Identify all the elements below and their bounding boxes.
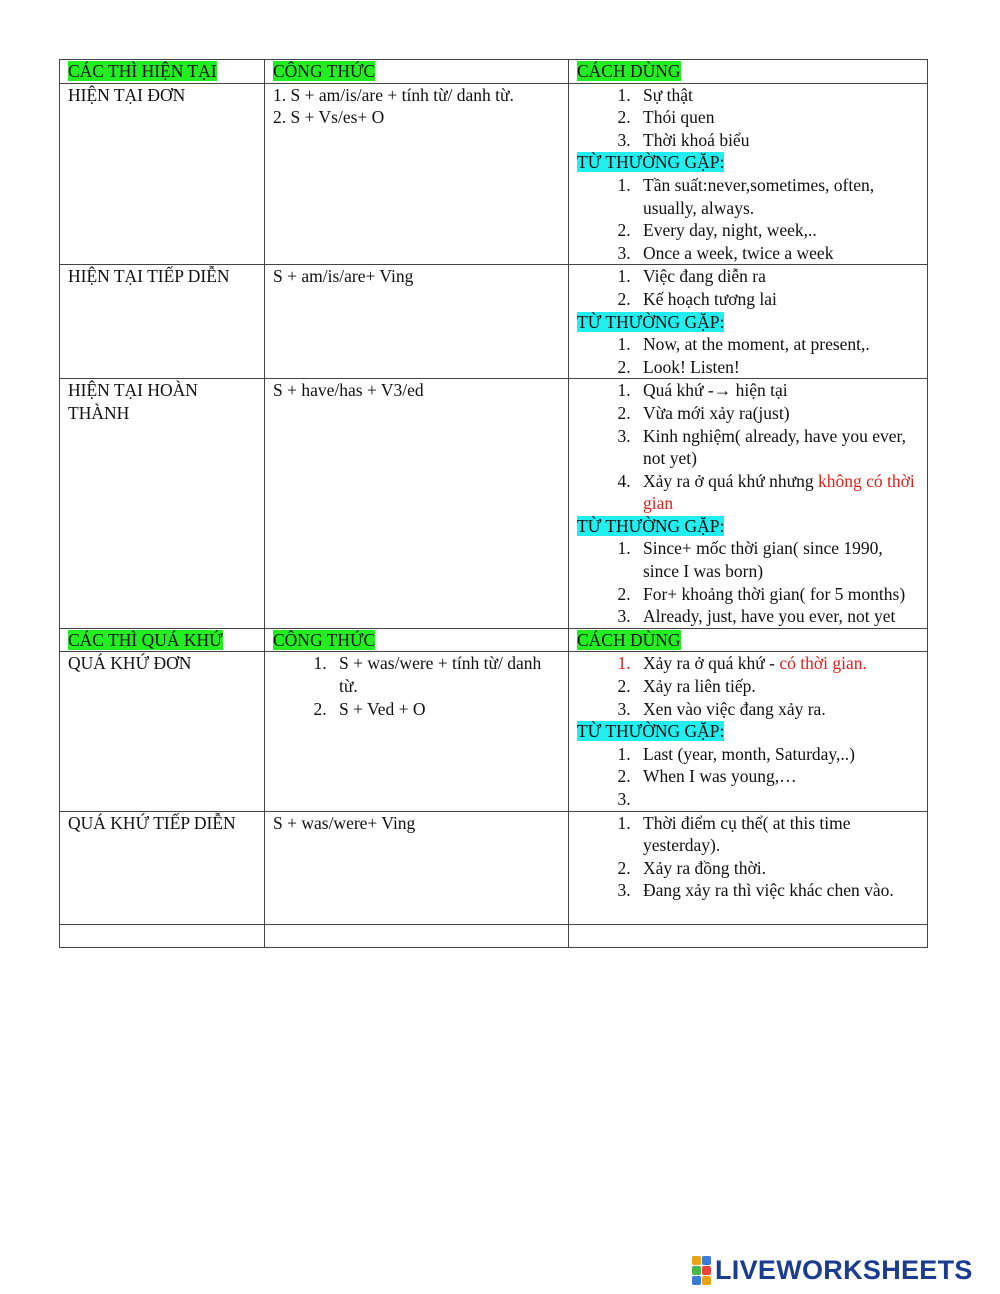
row-present-simple — [60, 83, 928, 265]
usage-cell — [569, 811, 928, 924]
usage-item — [635, 470, 923, 515]
usage-item: 1. Việc đang diễn ra — [635, 265, 923, 288]
usage-item: 2. Kế hoạch tương lai — [635, 288, 923, 311]
header-cell — [60, 628, 265, 652]
header-cell — [60, 60, 265, 84]
signal-label: TỪ THƯỜNG GẶP: — [577, 311, 725, 332]
formula-cell — [265, 83, 569, 265]
row-present-perfect — [60, 379, 928, 629]
signal-list — [577, 537, 923, 627]
formula-line: 2. S + Vs/es+ O — [273, 107, 385, 128]
header-usage: CÁCH DÙNG — [577, 61, 681, 81]
empty-cell — [60, 924, 265, 947]
header-cell — [265, 628, 569, 652]
signal-label: TỪ THƯỜNG GẶP: — [577, 721, 725, 742]
signal-item: 1. Tần suất:never,sometimes, often, usually, always. — [635, 174, 923, 219]
usage-cell — [569, 265, 928, 379]
brand-name: LIVEWORKSHEETS — [715, 1254, 973, 1285]
signal-item: 3. Already, just, have you ever, not yet — [635, 605, 923, 628]
usage-item: 2. Vừa mới xảy ra(just) — [635, 402, 923, 425]
header-row-past — [60, 628, 928, 652]
usage-item: 3. Đang xảy ra thì việc khác chen vào. — [635, 879, 923, 902]
usage-item: 2. Xảy ra liên tiếp. — [635, 675, 923, 698]
tense-name: QUÁ KHỨ TIẾP DIỄN — [60, 811, 265, 924]
signal-item: 1. Now, at the moment, at present,. — [635, 333, 923, 356]
signal-item: 2. When I was young,… — [635, 765, 923, 788]
signal-list — [577, 743, 923, 811]
liveworksheets-logo — [692, 1255, 973, 1285]
formula-cell: S + was/were+ Ving — [265, 811, 569, 924]
usage-cell — [569, 652, 928, 811]
empty-cell — [569, 924, 928, 947]
usage-item: 1. Thời điểm cụ thể( at this time yesterday). — [635, 812, 923, 857]
usage-list — [577, 652, 923, 720]
formula-cell: S + am/is/are+ Ving — [265, 265, 569, 379]
tense-name: HIỆN TẠI ĐƠN — [60, 83, 265, 265]
usage-text: Xảy ra ở quá khứ nhưng — [643, 470, 818, 491]
signal-label: TỪ THƯỜNG GẶP: — [577, 515, 725, 536]
usage-cell — [569, 379, 928, 629]
usage-item: 1. Quá khứ -→ hiện tại — [635, 379, 923, 402]
signal-list — [577, 333, 923, 378]
header-usage: CÁCH DÙNG — [577, 629, 681, 650]
usage-list — [577, 84, 923, 152]
header-tenses-present: CÁC THÌ HIỆN TẠI — [68, 61, 217, 81]
formula-item: 2. S + Ved + O — [331, 698, 564, 721]
usage-highlight: có thời gian. — [779, 653, 867, 674]
header-formula: CÔNG THỨC — [273, 61, 376, 81]
formula-list — [273, 652, 564, 720]
header-formula: CÔNG THỨC — [273, 629, 376, 650]
tense-name: HIỆN TẠI HOÀN THÀNH — [60, 379, 265, 629]
usage-item: 1. Sự thật — [635, 84, 923, 107]
tense-name: HIỆN TẠI TIẾP DIỄN — [60, 265, 265, 379]
usage-item: 3. Xen vào việc đang xảy ra. — [635, 698, 923, 721]
formula-cell: S + have/has + V3/ed — [265, 379, 569, 629]
formula-item: 1. S + was/were + tính từ/ danh từ. — [331, 652, 564, 697]
grammar-table — [59, 59, 928, 948]
usage-cell — [569, 83, 928, 265]
row-past-simple — [60, 652, 928, 811]
logo-icon — [692, 1256, 711, 1285]
usage-list — [577, 812, 923, 902]
header-cell — [569, 628, 928, 652]
signal-item — [635, 788, 923, 811]
signal-item: 1. Last (year, month, Saturday,..) — [635, 743, 923, 766]
usage-text: Xảy ra ở quá khứ - — [643, 653, 780, 674]
signal-label: TỪ THƯỜNG GẶP: — [577, 152, 725, 173]
empty-cell — [265, 924, 569, 947]
formula-line: 1. S + am/is/are + tính từ/ danh từ. — [273, 84, 514, 105]
tense-name: QUÁ KHỨ ĐƠN — [60, 652, 265, 811]
formula-cell — [265, 652, 569, 811]
signal-item: 2. Every day, night, week,.. — [635, 219, 923, 242]
header-row-present — [60, 60, 928, 84]
usage-item: 3. Thời khoá biểu — [635, 129, 923, 152]
signal-item: 3. Once a week, twice a week — [635, 242, 923, 265]
usage-item: 2. Xảy ra đồng thời. — [635, 857, 923, 880]
header-tenses-past: CÁC THÌ QUÁ KHỨ — [68, 629, 223, 650]
signal-item: 2. For+ khoảng thời gian( for 5 months) — [635, 583, 923, 606]
signal-item: 1. Since+ mốc thời gian( since 1990, since I was born) — [635, 537, 923, 582]
usage-item: 3. Kinh nghiệm( already, have you ever, not yet) — [635, 425, 923, 470]
row-present-continuous — [60, 265, 928, 379]
empty-row — [60, 924, 928, 947]
signal-item: 2. Look! Listen! — [635, 356, 923, 379]
row-past-continuous — [60, 811, 928, 924]
usage-list — [577, 265, 923, 310]
usage-highlight: không có thời gian — [643, 470, 915, 514]
signal-list — [577, 174, 923, 264]
usage-item — [635, 652, 923, 675]
usage-list — [577, 379, 923, 515]
header-cell — [265, 60, 569, 84]
header-cell — [569, 60, 928, 84]
usage-item: 2. Thói quen — [635, 106, 923, 129]
